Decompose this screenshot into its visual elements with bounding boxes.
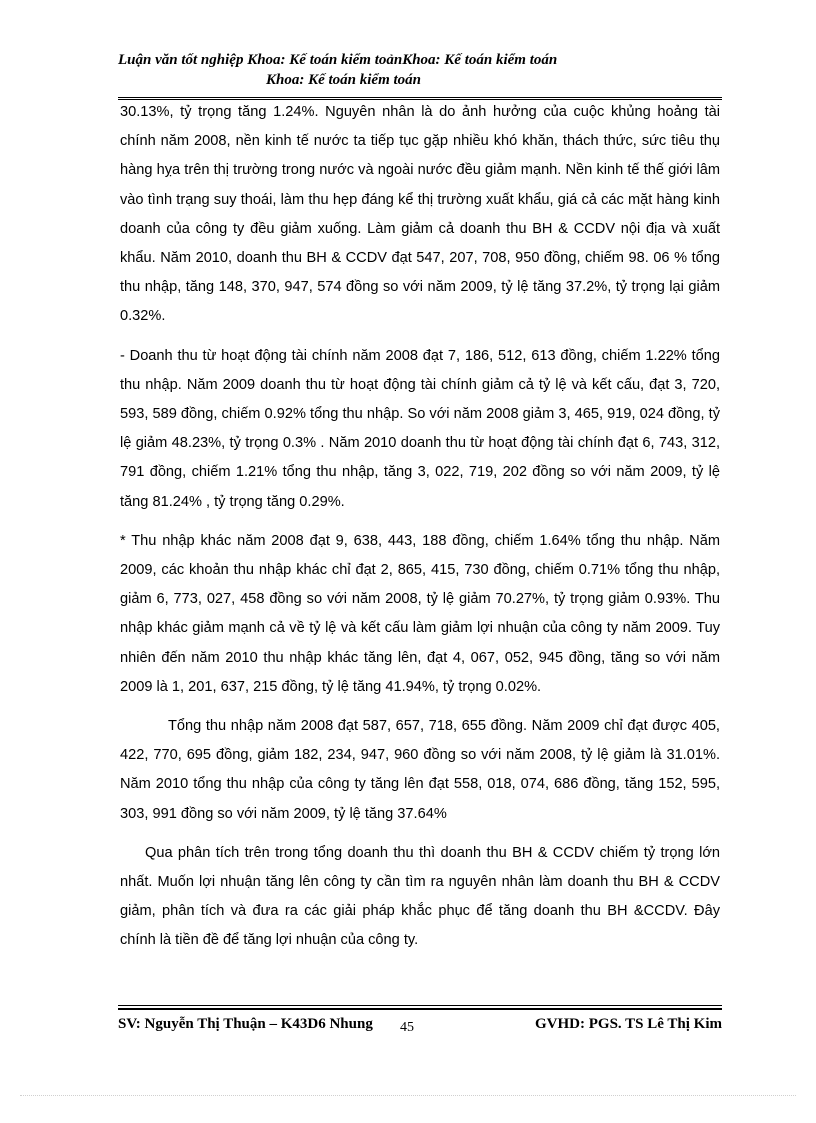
paragraph-other-income: * Thu nhập khác năm 2008 đạt 9, 638, 443, 188 đồng, chiếm 1.64% tổng thu nhập. Năm 2009, các khoản thu nhập khác chỉ đạt 2, 865, 415, 730 đồng, chiếm 0.71% tổng thu nhập, giảm 6, 773, 027, 458 đồng so với năm 2008, tỷ lệ giảm 70.27%, tỷ trọng giảm 0.93%. Thu nhập khác giảm mạnh cả về tỷ lệ và kết cấu làm giảm lợi nhuận của công ty năm 2009. Tuy nhiên đến năm 2010 thu nhập khác tăng lên, đạt 4, 067, 052, 945 đồng, tăng so với năm 2009 là 1, 201, 637, 215 đồng, tỷ lệ tăng 41.94%, tỷ trọng 0.02%. [120,532,720,695]
page-number: 45 [400,1020,414,1035]
footer-advisor: GVHD: PGS. TS Lê Thị Kim [535,1016,722,1032]
page-bottom-divider [20,1095,796,1096]
document-body [120,98,720,966]
paragraph-revenue-sales: 30.13%, tỷ trọng tăng 1.24%. Nguyên nhân là do ảnh hưởng của cuộc khủng hoảng tài chính năm 2008, nền kinh tế nước ta tiếp tục gặp nhiều khó khăn, thách thức, sức tiêu thụ hàng hỵa trên thị trường trong nước và ngoài nước đều giảm mạnh. Nền kinh tế thế giới lâm vào tình trạng suy thoái, làm thu hẹp đáng kể thị trường xuất khẩu, giá cả các mặt hàng kinh doanh của công ty đều giảm xuống. Làm giảm cả doanh thu BH & CCDV nội địa và xuất khẩu. Năm 2010, doanh thu BH & CCDV đạt 547, 207, 708, 950 đồng, chiếm 98. 06 % tổng thu nhập, tăng 148, 370, 947, 574 đồng so với năm 2009, tỷ lệ tăng 37.2%, tỷ trọng lại giảm 0.32%. [120,104,720,325]
footer-rule [118,1005,722,1010]
footer-student: SV: Nguyễn Thị Thuận – K43D6 Nhung [118,1016,373,1032]
paragraph-financial-revenue: - Doanh thu từ hoạt động tài chính năm 2008 đạt 7, 186, 512, 613 đồng, chiếm 1.22% tổng thu nhập. Năm 2009 doanh thu từ hoạt động tài chính giảm cả tỷ lệ và kết cấu, đạt 3, 720, 593, 589 đồng, chiếm 0.92% tổng thu nhập. So với năm 2008 giảm 3, 465, 919, 024 đồng, tỷ lệ giảm 48.23%, tỷ trọng 0.3% . Năm 2010 doanh thu từ hoạt động tài chính đạt 6, 743, 312, 791 đồng, chiếm 1.21% tổng thu nhập, tăng 3, 022, 719, 202 đồng so với năm 2009, tỷ lệ tăng 81.24% , tỷ trọng tăng 0.29%. [120,347,720,510]
header-line-2: Khoa: Kế toán kiểm toán [266,72,422,88]
paragraph-conclusion: Qua phân tích trên trong tổng doanh thu thì doanh thu BH & CCDV chiếm tỷ trọng lớn nhất. Muốn lợi nhuận tăng lên công ty cần tìm ra nguyên nhân làm doanh thu BH & CCDV giảm, phân tích và đưa ra các giải pháp khắc phục để tăng doanh thu BH &CCDV. Đây chính là tiền đề để tăng lợi nhuận của công ty. [120,844,720,949]
paragraph-total-income: Tổng thu nhập năm 2008 đạt 587, 657, 718, 655 đồng. Năm 2009 chỉ đạt được 405, 422, 770, 695 đồng, giảm 182, 234, 947, 960 đồng so với năm 2008, tỷ lệ giảm là 31.01%. Năm 2010 tổng thu nhập của công ty tăng lên đạt 558, 018, 074, 686 đồng, tăng 152, 595, 303, 991 đồng so với năm 2009, tỷ lệ tăng 37.64% [120,718,720,822]
page-header [118,50,718,90]
header-line-1: Luận văn tốt nghiệp Khoa: Kế toán kiểm toảnKhoa: Kế toán kiểm toán [118,52,558,68]
